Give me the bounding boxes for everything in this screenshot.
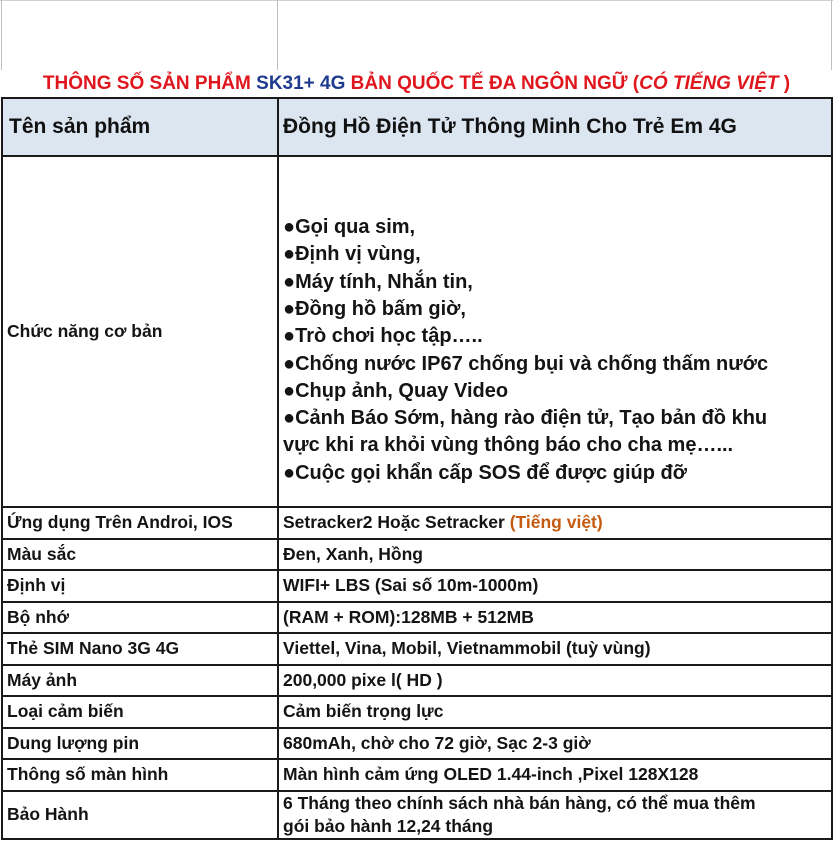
- feature-item: ●Chụp ảnh, Quay Video: [283, 379, 509, 402]
- warranty-line-1: 6 Tháng theo chính sách nhà bán hàng, có thể mua thêm: [283, 792, 756, 813]
- feature-item: ●Trò chơi học tập…..: [283, 325, 483, 348]
- feature-item: ●Máy tính, Nhắn tin,: [283, 270, 473, 293]
- title-part-1: THÔNG SỐ SẢN PHẨM: [42, 73, 257, 94]
- table-row-warranty: [2, 791, 832, 839]
- table-row-app: [2, 507, 832, 539]
- feature-item: vực khi ra khỏi vùng thông báo cho cha mẹ…...: [283, 434, 734, 457]
- gps-value: WIFI+ LBS (Sai số 10m-1000m): [278, 570, 832, 602]
- table-row-features: [2, 156, 832, 507]
- header-value: Đồng Hồ Điện Tử Thông Minh Cho Trẻ Em 4G: [278, 98, 832, 156]
- page-title: [0, 70, 833, 97]
- sim-key: Thẻ SIM Nano 3G 4G: [2, 633, 278, 665]
- battery-key: Dung lượng pin: [2, 728, 278, 760]
- battery-value: 680mAh, chờ cho 72 giờ, Sạc 2-3 giờ: [278, 728, 832, 760]
- table-row-color: [2, 539, 832, 571]
- top-border: [0, 0, 833, 1]
- table-row-memory: [2, 602, 832, 634]
- left-border: [1, 0, 2, 70]
- table-row-camera: [2, 665, 832, 697]
- memory-value: (RAM + ROM):128MB + 512MB: [278, 602, 832, 634]
- app-language-note: (Tiếng việt): [509, 512, 603, 533]
- top-blank-area: [0, 0, 833, 70]
- app-value: [278, 507, 832, 539]
- table-header-row: [2, 98, 832, 156]
- features-list: [283, 176, 827, 487]
- gps-key: Định vị: [2, 570, 278, 602]
- sim-value: Viettel, Vina, Mobil, Vietnammobil (tuỳ vùng): [278, 633, 832, 665]
- warranty-value: [278, 791, 832, 839]
- sensor-value: Cảm biến trọng lực: [278, 696, 832, 728]
- title-language: CÓ TIẾNG VIỆT: [639, 73, 779, 94]
- feature-item: ●Chống nước IP67 chống bụi và chống thấm nước: [283, 352, 769, 375]
- table-row-gps: [2, 570, 832, 602]
- right-border: [831, 0, 832, 70]
- camera-value: 200,000 pixe l( HD ): [278, 665, 832, 697]
- spec-table: [1, 97, 833, 840]
- column-divider: [277, 0, 278, 70]
- warranty-key: Bảo Hành: [2, 791, 278, 839]
- color-key: Màu sắc: [2, 539, 278, 571]
- table-row-screen: [2, 759, 832, 791]
- memory-key: Bộ nhớ: [2, 602, 278, 634]
- camera-key: Máy ảnh: [2, 665, 278, 697]
- table-row-battery: [2, 728, 832, 760]
- screen-key: Thông số màn hình: [2, 759, 278, 791]
- header-key: Tên sản phẩm: [2, 98, 278, 156]
- feature-item: ●Cảnh Báo Sớm, hàng rào điện tử, Tạo bản đồ khu: [283, 407, 768, 430]
- title-model: SK31+ 4G: [256, 73, 346, 94]
- feature-item: ●Định vị vùng,: [283, 243, 421, 266]
- app-key: Ứng dụng Trên Androi, IOS: [2, 507, 278, 539]
- feature-item: ●Đồng hồ bấm giờ,: [283, 297, 466, 320]
- app-value-text: Setracker2 Hoặc Setracker: [283, 512, 510, 533]
- feature-item: ●Gọi qua sim,: [283, 216, 416, 239]
- title-part-5: ): [778, 73, 791, 94]
- sensor-key: Loại cảm biến: [2, 696, 278, 728]
- table-row-sim: [2, 633, 832, 665]
- table-row-sensor: [2, 696, 832, 728]
- screen-value: Màn hình cảm ứng OLED 1.44-inch ,Pixel 128X128: [278, 759, 832, 791]
- feature-item: ●Cuộc gọi khẩn cấp SOS để được giúp đỡ: [283, 461, 687, 484]
- color-value: Đen, Xanh, Hồng: [278, 539, 832, 571]
- title-part-3: BẢN QUỐC TẾ ĐA NGÔN NGỮ (: [345, 73, 640, 94]
- warranty-line-2: gói bảo hành 12,24 tháng: [283, 815, 494, 836]
- features-value: [278, 156, 832, 507]
- features-key: Chức năng cơ bản: [2, 156, 278, 507]
